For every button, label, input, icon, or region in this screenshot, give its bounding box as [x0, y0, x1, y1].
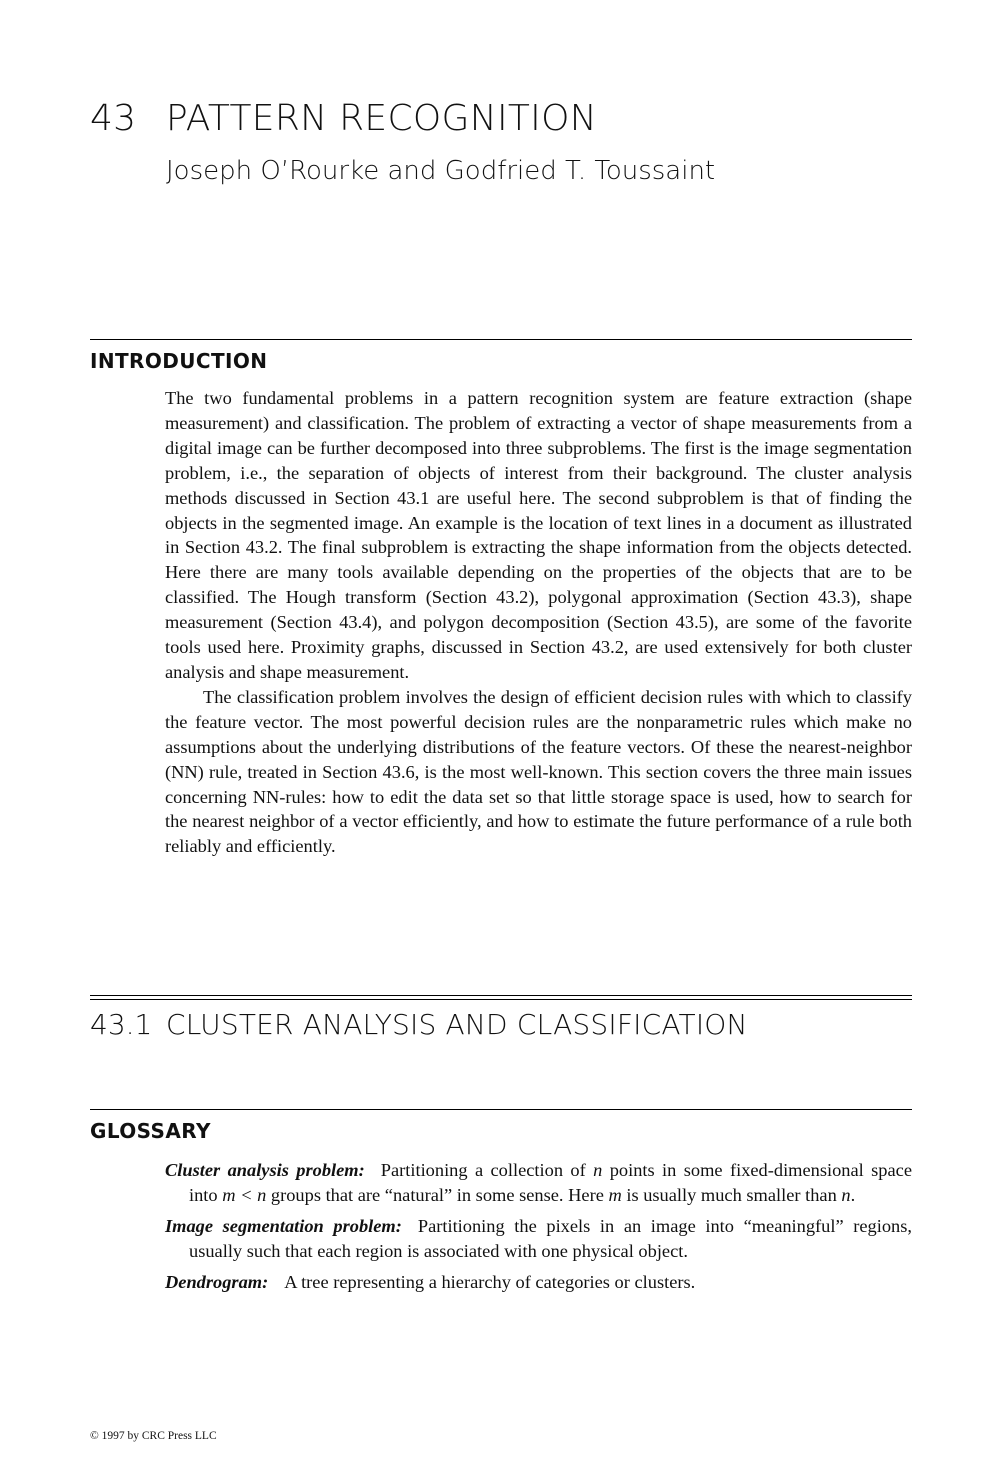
section-rule — [90, 339, 912, 340]
math-var: n — [593, 1160, 603, 1180]
section-title: CLUSTER ANALYSIS AND CLASSIFICATION — [166, 1008, 748, 1041]
glossary-definition: Partitioning the pixels in an image into “meaningful” regions, usually such that each region is associated with one physical object. — [189, 1216, 913, 1261]
introduction-heading: INTRODUCTION — [90, 349, 268, 373]
chapter-title: PATTERN RECOGNITION — [166, 98, 597, 139]
glossary-term: Cluster analysis problem: — [165, 1160, 365, 1180]
glossary-entry — [165, 1270, 912, 1295]
math-var: n — [841, 1185, 851, 1205]
glossary-definition-part: is usually much smaller than — [621, 1185, 842, 1205]
glossary-definition-part: groups that are “natural” in some sense. Here — [266, 1185, 609, 1205]
glossary-term: Dendrogram: — [165, 1272, 269, 1292]
math-var: m — [608, 1185, 622, 1205]
glossary-list — [165, 1158, 912, 1301]
section-number: 43.1 — [90, 1008, 153, 1041]
glossary-entry — [165, 1214, 912, 1264]
section-double-rule — [90, 995, 912, 1000]
glossary-definition-part: Partitioning a collection of — [380, 1160, 594, 1180]
introduction-paragraph: The two fundamental problems in a pattern recognition system are feature extraction (shape measurement) and classification. The problem of extracting a vector of shape measurements from a digital image can be further decomposed into three subproblems. The first is the image segmentation problem, i.e., the separation of objects of interest from their background. The cluster analysis methods discussed in Section 43.1 are useful here. The second subproblem is that of finding the objects in the segmented image. An example is the location of text lines in a document as illustrated in Section 43.2. The final subproblem is extracting the shape information from the objects detected. Here there are many tools available depending on the properties of the objects that are to be classified. The Hough transform (Section 43.2), polygonal approximation (Section 43.3), shape measurement (Section 43.4), and polygon decomposition (Section 43.5), are some of the favorite tools used here. Proximity graphs, discussed in Section 43.2, are used extensively for both cluster analysis and shape measurement. — [165, 388, 912, 682]
introduction-paragraph: The classification problem involves the design of efficient decision rules with which to classify the feature vector. The most powerful decision rules are the nonparametric rules which make no assumptions about the underlying distributions of the feature vectors. Of these the nearest-neighbor (NN) rule, treated in Section 43.6, is the most well-known. This section covers the three main issues concerning NN-rules: how to edit the data set so that little storage space is used, how to search for the nearest neighbor of a vector efficiently, and how to estimate the future performance of a rule both reliably and efficiently. — [165, 686, 912, 857]
chapter-authors: Joseph O’Rourke and Godfried T. Toussaint — [166, 156, 716, 186]
math-expression: m < n — [222, 1185, 267, 1205]
introduction-body — [165, 386, 912, 859]
glossary-rule — [90, 1109, 912, 1110]
copyright-footer: © 1997 by CRC Press LLC — [90, 1430, 217, 1442]
glossary-definition: A tree representing a hierarchy of categories or clusters. — [284, 1272, 696, 1292]
glossary-definition-part: . — [850, 1185, 856, 1205]
chapter-number: 43 — [90, 98, 137, 139]
glossary-heading: GLOSSARY — [90, 1119, 211, 1143]
glossary-entry — [165, 1158, 912, 1208]
glossary-term: Image segmentation problem: — [165, 1216, 402, 1236]
glossary-definition-part: points in some fixed-dimensional space into — [189, 1160, 912, 1205]
